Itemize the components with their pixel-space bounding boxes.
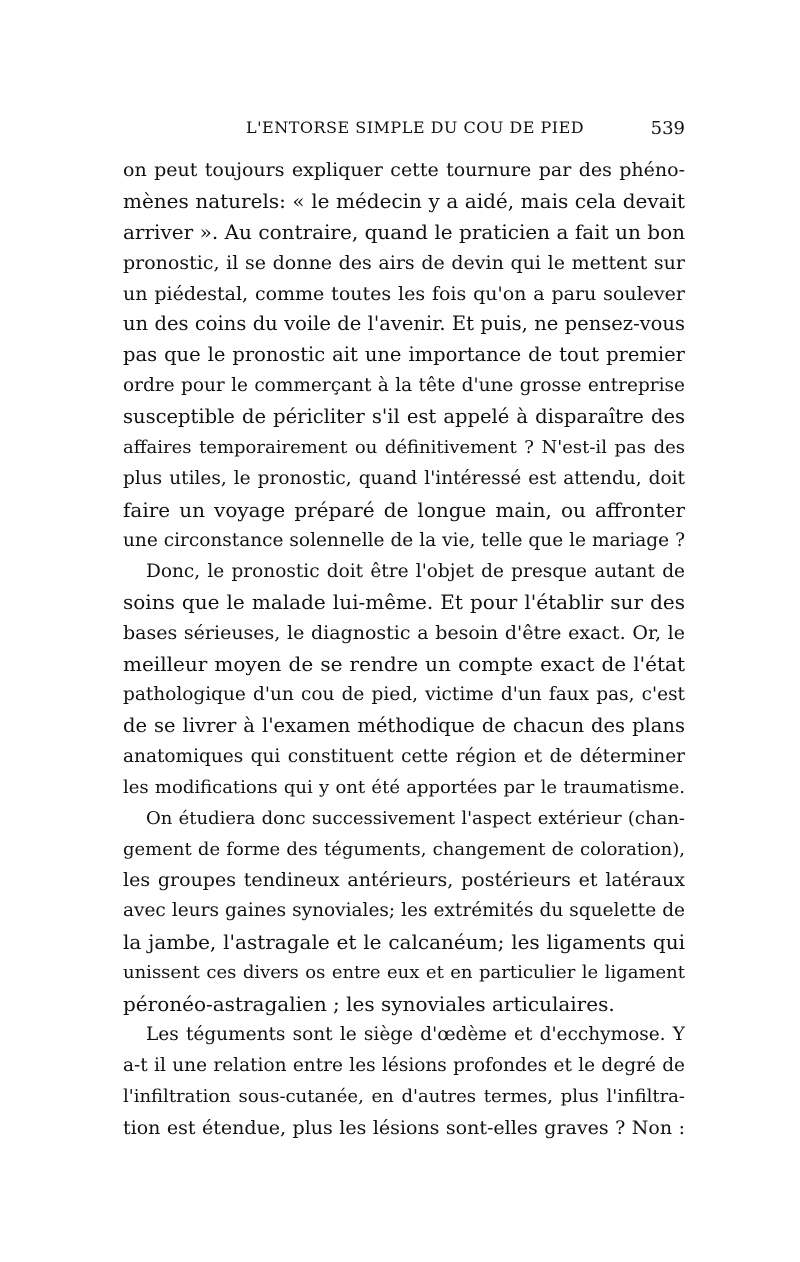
text-line: arriver ». Au contraire, quand le praticien a fait un bon [123, 219, 685, 244]
text-line: unissent ces divers os entre eux et en particulier le ligament [123, 962, 685, 984]
text-line: on peut toujours expliquer cette tournure par des phéno- [123, 159, 685, 181]
text-line: Les téguments sont le siège d'œdème et d'ecchymose. Y [146, 1023, 685, 1045]
text-line: péronéo-astragalien ; les synoviales articulaires. [123, 992, 615, 1017]
text-line: pathologique d'un cou de pied, victime d'un faux pas, c'est [123, 684, 685, 706]
text-line: un piédestal, comme toutes les fois qu'on a paru soulever [123, 282, 685, 305]
text-line: gement de forme des téguments, changement de coloration), [123, 838, 685, 860]
running-title: L'ENTORSE SIMPLE DU COU DE PIED [246, 118, 585, 137]
text-line: mènes naturels: « le médecin y a aidé, mais cela devait [123, 188, 685, 213]
text-line: de se livrer à l'examen méthodique de chacun des plans [123, 714, 685, 738]
text-line: bases sérieuses, le diagnostic a besoin d'être exact. Or, le [123, 622, 685, 645]
text-line: les groupes tendineux antérieurs, postérieurs et latéraux [123, 869, 685, 892]
text-line: une circonstance solennelle de la vie, telle que le mariage ? [123, 529, 685, 551]
text-line: la jambe, l'astragale et le calcanéum; les ligaments qui [123, 930, 685, 955]
text-line: pronostic, il se donne des airs de devin qui le mettent sur [123, 251, 685, 274]
paragraph [123, 557, 685, 804]
running-head [123, 118, 685, 142]
text-line: susceptible de péricliter s'il est appelé à disparaître des [123, 405, 685, 429]
text-line: ordre pour le commerçant à la tête d'une grosse entreprise [123, 375, 685, 397]
text-line: anatomiques qui constituent cette région et de déterminer [123, 745, 685, 767]
text-line: l'infiltration sous-cutanée, en d'autres termes, plus l'infiltra- [123, 1085, 685, 1107]
text-line: affaires temporairement ou définitivement ? N'est-il pas des [123, 437, 685, 459]
text-line: les modifications qui y ont été apportées par le traumatisme. [123, 776, 685, 798]
text-line: a-t il une relation entre les lésions profondes et le degré de [123, 1054, 685, 1076]
text-line: pas que le pronostic ait une importance de tout premier [123, 343, 685, 367]
text-line: soins que le malade lui-même. Et pour l'établir sur des [123, 590, 685, 615]
paragraph [123, 1020, 685, 1144]
paragraph [123, 155, 685, 557]
text-line: un des coins du voile de l'avenir. Et puis, ne pensez-vous [123, 312, 685, 336]
text-line: avec leurs gaines synoviales; les extrémités du squelette de [123, 900, 685, 922]
text-line: faire un voyage préparé de longue main, ou affronter [123, 497, 685, 522]
text-line: Donc, le pronostic doit être l'objet de presque autant de [146, 560, 685, 582]
paragraph [123, 804, 685, 1020]
page-number: 539 [650, 118, 685, 139]
text-line: plus utiles, le pronostic, quand l'intéressé est attendu, doit [123, 467, 685, 489]
text-line: On étudiera donc successivement l'aspect extérieur (chan- [146, 807, 685, 829]
text-line: tion est étendue, plus les lésions sont-elles graves ? Non : [123, 1116, 685, 1139]
body-text [123, 155, 685, 1144]
text-line: meilleur moyen de se rendre un compte exact de l'état [123, 652, 685, 677]
